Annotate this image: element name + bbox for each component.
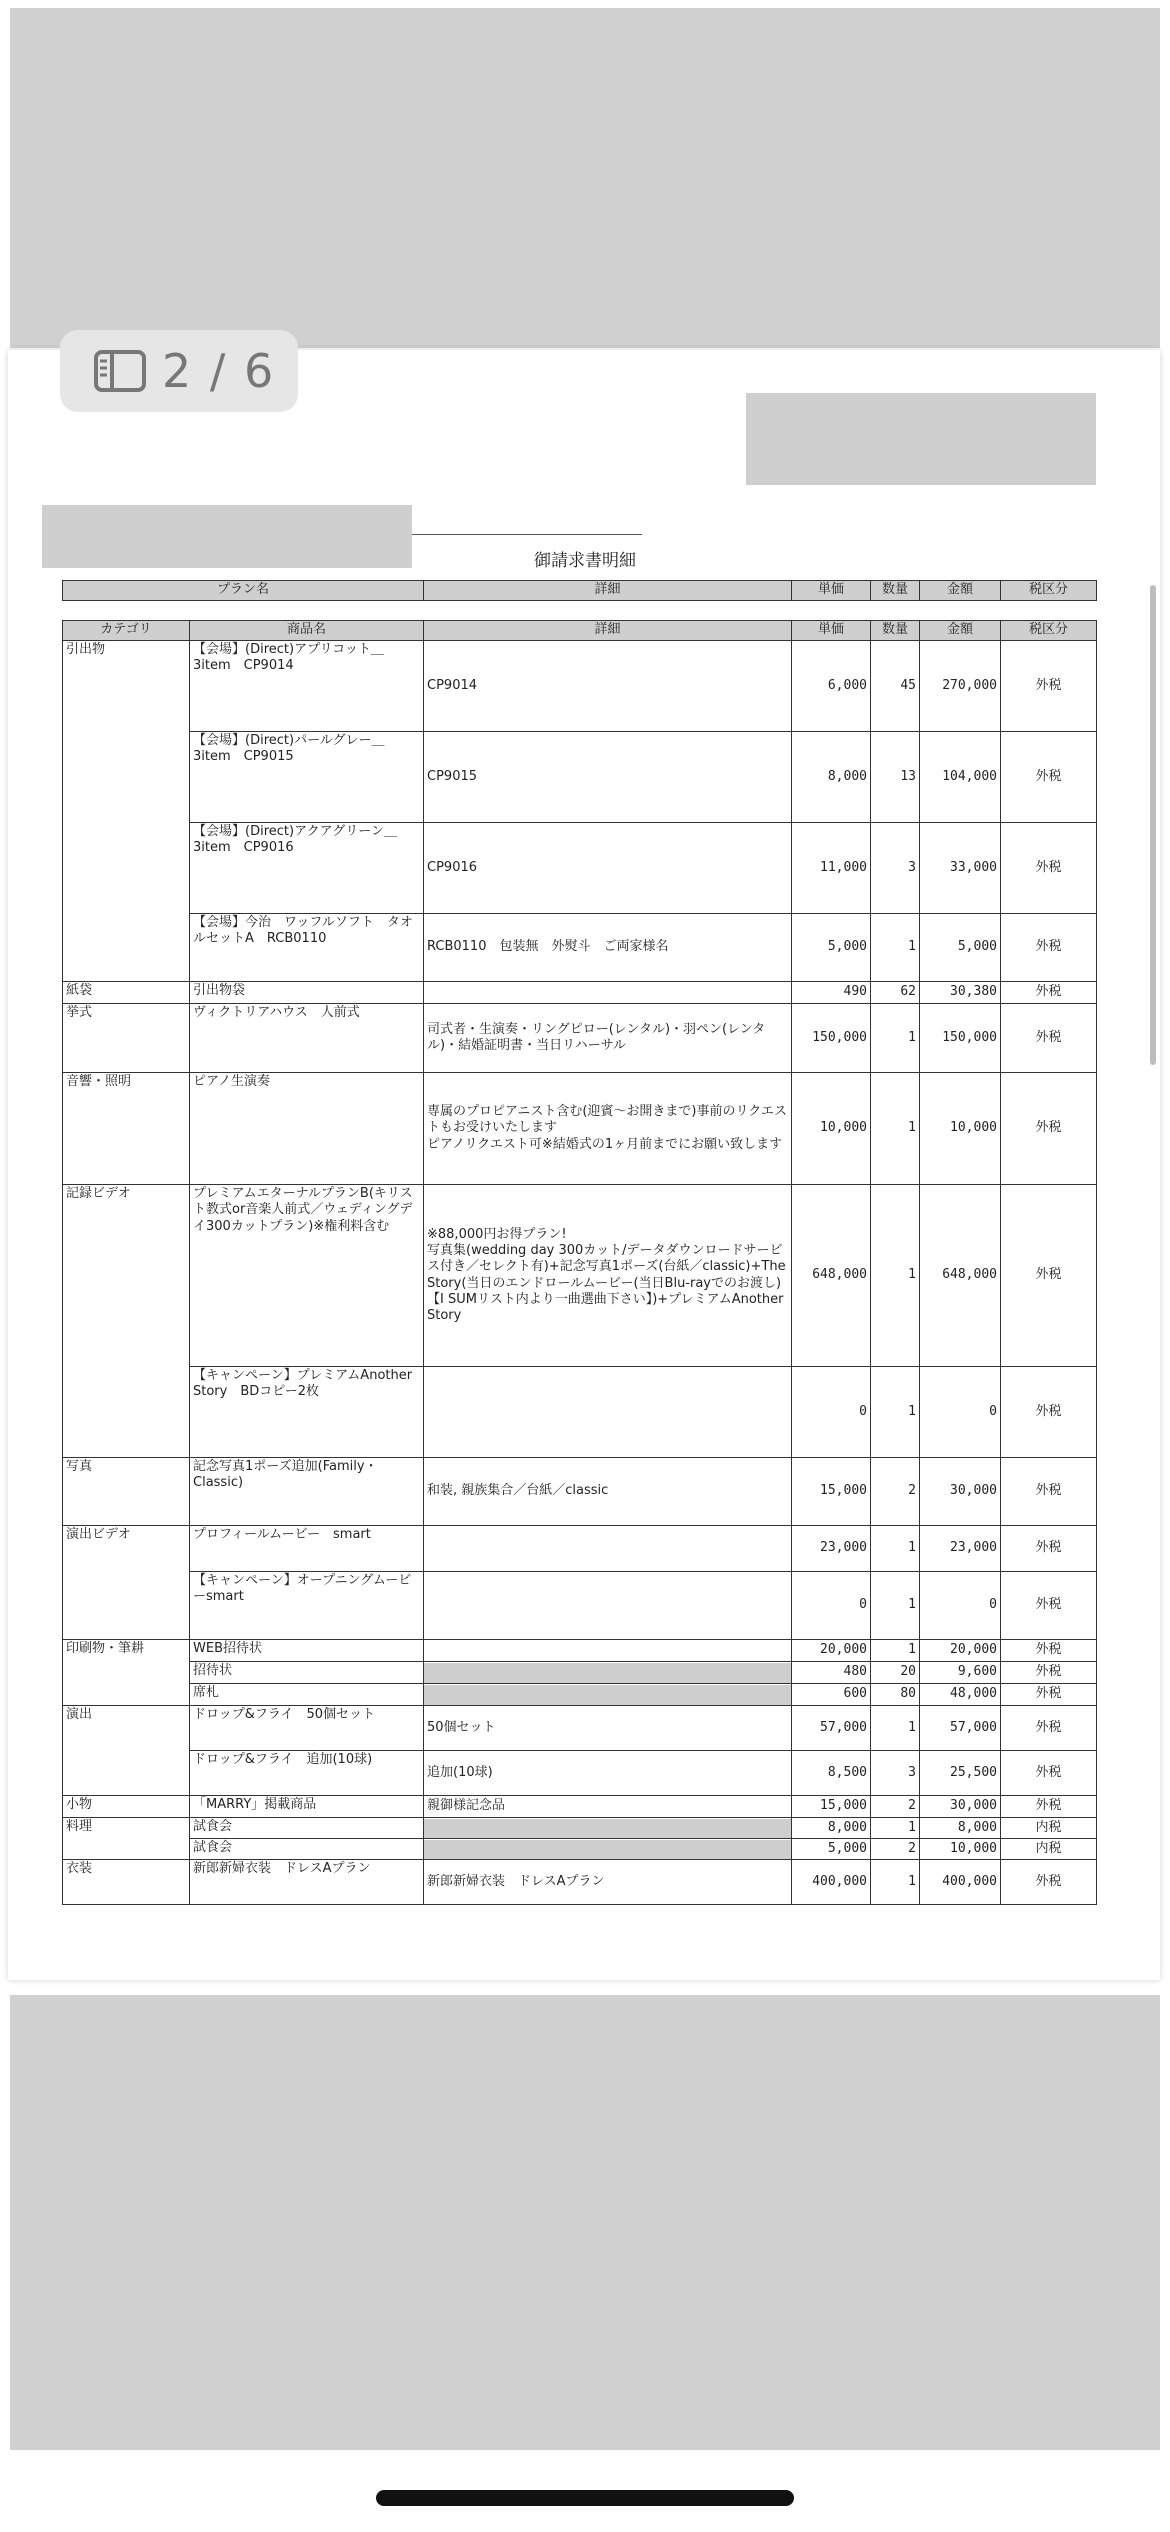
tax-type-cell: 外税 <box>1001 1860 1097 1905</box>
product-name-cell: 【会場】(Direct)パールグレー＿3item CP9015 <box>190 732 424 823</box>
quantity-cell: 1 <box>871 1004 920 1073</box>
quantity-cell: 1 <box>871 1818 920 1839</box>
quantity-cell: 20 <box>871 1662 920 1684</box>
amount-cell: 33,000 <box>920 823 1001 914</box>
unit-price-header: 単価 <box>792 621 871 641</box>
tax-type-cell: 外税 <box>1001 982 1097 1004</box>
unit-price-cell: 57,000 <box>792 1706 871 1751</box>
unit-price-cell: 5,000 <box>792 1839 871 1860</box>
amount-cell: 23,000 <box>920 1526 1001 1572</box>
product-name-cell: 新郎新婦衣装 ドレスAプラン <box>190 1860 424 1905</box>
page-number-label: 2 / 6 <box>162 344 276 398</box>
detail-header: 詳細 <box>424 581 792 601</box>
detail-cell: RCB0110 包装無 外熨斗 ご両家様名 <box>424 914 792 982</box>
sidebar-pages-icon <box>94 350 146 392</box>
quantity-cell: 13 <box>871 732 920 823</box>
table-row <box>63 732 1097 823</box>
detail-cell: 親御様記念品 <box>424 1796 792 1818</box>
table-row <box>63 914 1097 982</box>
detail-cell <box>424 1526 792 1572</box>
category-cell: 演出 <box>63 1706 190 1796</box>
detail-cell <box>424 982 792 1004</box>
item-table <box>62 620 1097 1905</box>
amount-cell: 8,000 <box>920 1818 1001 1839</box>
tax-type-cell: 外税 <box>1001 1640 1097 1662</box>
unit-price-cell: 15,000 <box>792 1796 871 1818</box>
amount-cell: 150,000 <box>920 1004 1001 1073</box>
detail-cell <box>424 1367 792 1458</box>
category-header: カテゴリ <box>63 621 190 641</box>
tax-type-cell: 外税 <box>1001 1367 1097 1458</box>
table-row <box>63 1818 1097 1839</box>
category-cell: 引出物 <box>63 641 190 982</box>
category-cell: 写真 <box>63 1458 190 1526</box>
tax-type-cell: 内税 <box>1001 1839 1097 1860</box>
quantity-header: 数量 <box>871 581 920 601</box>
amount-cell: 30,380 <box>920 982 1001 1004</box>
tax-type-cell: 外税 <box>1001 1684 1097 1706</box>
category-cell: 衣装 <box>63 1860 190 1905</box>
detail-cell: ※88,000円お得プラン! 写真集(wedding day 300カット/データダウンロードサービス付き／セレクト有)+記念写真1ポーズ(台紙／classic)+The Story(当日のエンドロールムービー(当日Blu-rayでのお渡し)【I SUMリスト内より一曲選曲下さい】)+プレミアムAnother Story <box>424 1185 792 1367</box>
quantity-cell: 80 <box>871 1684 920 1706</box>
category-cell: 紙袋 <box>63 982 190 1004</box>
unit-price-cell: 0 <box>792 1367 871 1458</box>
table-row <box>63 1860 1097 1905</box>
quantity-cell: 1 <box>871 1073 920 1185</box>
product-name-cell: 席札 <box>190 1684 424 1706</box>
bottom-redacted-area <box>10 1995 1160 2450</box>
scrollbar-thumb[interactable] <box>1150 585 1156 1065</box>
tax-type-cell: 外税 <box>1001 1751 1097 1796</box>
tax-type-cell: 外税 <box>1001 823 1097 914</box>
quantity-cell: 3 <box>871 823 920 914</box>
tax-type-cell: 外税 <box>1001 1662 1097 1684</box>
document-title: 御請求書明細 <box>534 551 636 571</box>
item-header-row <box>63 621 1097 641</box>
table-row <box>63 1367 1097 1458</box>
product-name-cell: ドロップ&フライ 追加(10球) <box>190 1751 424 1796</box>
unit-price-cell: 6,000 <box>792 641 871 732</box>
tax-type-header: 税区分 <box>1001 581 1097 601</box>
plan-table <box>62 580 1097 601</box>
amount-cell: 10,000 <box>920 1073 1001 1185</box>
detail-cell <box>424 1640 792 1662</box>
quantity-cell: 62 <box>871 982 920 1004</box>
product-name-cell: 引出物袋 <box>190 982 424 1004</box>
product-name-cell: WEB招待状 <box>190 1640 424 1662</box>
category-cell: 料理 <box>63 1818 190 1860</box>
category-cell: 音響・照明 <box>63 1073 190 1185</box>
unit-price-cell: 11,000 <box>792 823 871 914</box>
redacted-detail <box>424 1685 791 1705</box>
product-name-cell: 記念写真1ポーズ追加(Family・Classic) <box>190 1458 424 1526</box>
redacted-detail <box>424 1663 791 1683</box>
unit-price-cell: 400,000 <box>792 1860 871 1905</box>
tax-type-cell: 外税 <box>1001 641 1097 732</box>
plan-name-header: プラン名 <box>63 581 424 601</box>
detail-cell: 専属のプロピアニスト含む(迎賓～お開きまで)事前のリクエストもお受けいたします ピアノリクエスト可※結婚式の1ヶ月前までにお願い致します <box>424 1073 792 1185</box>
unit-price-cell: 8,000 <box>792 1818 871 1839</box>
product-name-cell: プレミアムエターナルプランB(キリスト教式or音楽人前式／ウェディングデイ300カットプラン)※権利料含む <box>190 1185 424 1367</box>
amount-cell: 104,000 <box>920 732 1001 823</box>
table-row <box>63 1185 1097 1367</box>
product-name-cell: 試食会 <box>190 1839 424 1860</box>
table-row <box>63 1004 1097 1073</box>
tax-type-cell: 外税 <box>1001 1706 1097 1751</box>
table-row <box>63 1572 1097 1640</box>
unit-price-cell: 8,500 <box>792 1751 871 1796</box>
detail-cell <box>424 1662 792 1684</box>
category-cell: 演出ビデオ <box>63 1526 190 1640</box>
unit-price-cell: 23,000 <box>792 1526 871 1572</box>
quantity-cell: 3 <box>871 1751 920 1796</box>
detail-cell: 新郎新婦衣装 ドレスAプラン <box>424 1860 792 1905</box>
tax-type-cell: 内税 <box>1001 1818 1097 1839</box>
product-name-cell: 【会場】(Direct)アクアグリーン＿3item CP9016 <box>190 823 424 914</box>
detail-cell <box>424 1818 792 1839</box>
product-name-cell: ヴィクトリアハウス 人前式 <box>190 1004 424 1073</box>
unit-price-header: 単価 <box>792 581 871 601</box>
product-name-cell: プロフィールムービー smart <box>190 1526 424 1572</box>
product-name-cell: 試食会 <box>190 1818 424 1839</box>
amount-cell: 9,600 <box>920 1662 1001 1684</box>
product-name-cell: 【キャンペーン】オープニングムービーsmart <box>190 1572 424 1640</box>
tax-type-cell: 外税 <box>1001 1004 1097 1073</box>
redacted-detail <box>424 1840 791 1859</box>
amount-cell: 48,000 <box>920 1684 1001 1706</box>
plan-header-row <box>63 581 1097 601</box>
detail-cell: 司式者・生演奏・リングピロー(レンタル)・羽ペン(レンタル)・結婚証明書・当日リハーサル <box>424 1004 792 1073</box>
unit-price-cell: 0 <box>792 1572 871 1640</box>
quantity-cell: 1 <box>871 1367 920 1458</box>
amount-cell: 0 <box>920 1367 1001 1458</box>
unit-price-cell: 20,000 <box>792 1640 871 1662</box>
tax-type-cell: 外税 <box>1001 1796 1097 1818</box>
product-name-cell: 「MARRY」掲載商品 <box>190 1796 424 1818</box>
unit-price-cell: 648,000 <box>792 1185 871 1367</box>
unit-price-cell: 150,000 <box>792 1004 871 1073</box>
product-name-cell: 【キャンペーン】プレミアムAnother Story BDコピー2枚 <box>190 1367 424 1458</box>
redacted-header-block <box>746 393 1096 485</box>
quantity-cell: 1 <box>871 1860 920 1905</box>
category-cell: 挙式 <box>63 1004 190 1073</box>
unit-price-cell: 490 <box>792 982 871 1004</box>
table-row <box>63 1684 1097 1706</box>
table-row <box>63 1526 1097 1572</box>
tax-type-cell: 外税 <box>1001 1572 1097 1640</box>
detail-header: 詳細 <box>424 621 792 641</box>
product-name-cell: ピアノ生演奏 <box>190 1073 424 1185</box>
table-row <box>63 1839 1097 1860</box>
tax-type-cell: 外税 <box>1001 1526 1097 1572</box>
tax-type-cell: 外税 <box>1001 914 1097 982</box>
amount-cell: 5,000 <box>920 914 1001 982</box>
quantity-cell: 1 <box>871 1572 920 1640</box>
product-name-cell: ドロップ&フライ 50個セット <box>190 1706 424 1751</box>
title-underline <box>412 534 642 535</box>
table-row <box>63 1073 1097 1185</box>
detail-cell <box>424 1839 792 1860</box>
amount-header: 金額 <box>920 621 1001 641</box>
unit-price-cell: 5,000 <box>792 914 871 982</box>
quantity-header: 数量 <box>871 621 920 641</box>
detail-cell: 追加(10球) <box>424 1751 792 1796</box>
detail-cell: 和装, 親族集合／台紙／classic <box>424 1458 792 1526</box>
top-redacted-area <box>10 8 1160 348</box>
unit-price-cell: 10,000 <box>792 1073 871 1185</box>
product-name-cell: 【会場】(Direct)アプリコット＿3item CP9014 <box>190 641 424 732</box>
product-name-cell: 【会場】今治 ワッフルソフト タオルセットA RCB0110 <box>190 914 424 982</box>
unit-price-cell: 480 <box>792 1662 871 1684</box>
tax-type-cell: 外税 <box>1001 1458 1097 1526</box>
detail-cell: CP9014 <box>424 641 792 732</box>
amount-cell: 57,000 <box>920 1706 1001 1751</box>
amount-cell: 30,000 <box>920 1796 1001 1818</box>
table-row <box>63 1751 1097 1796</box>
tax-type-cell: 外税 <box>1001 732 1097 823</box>
table-row <box>63 1796 1097 1818</box>
table-row <box>63 823 1097 914</box>
amount-cell: 0 <box>920 1572 1001 1640</box>
tax-type-cell: 外税 <box>1001 1185 1097 1367</box>
unit-price-cell: 8,000 <box>792 732 871 823</box>
page-indicator[interactable] <box>60 330 298 412</box>
quantity-cell: 1 <box>871 1706 920 1751</box>
table-row <box>63 641 1097 732</box>
quantity-cell: 2 <box>871 1796 920 1818</box>
unit-price-cell: 15,000 <box>792 1458 871 1526</box>
amount-cell: 10,000 <box>920 1839 1001 1860</box>
quantity-cell: 1 <box>871 1526 920 1572</box>
detail-cell: CP9015 <box>424 732 792 823</box>
category-cell: 小物 <box>63 1796 190 1818</box>
table-row <box>63 1662 1097 1684</box>
table-row <box>63 1706 1097 1751</box>
amount-header: 金額 <box>920 581 1001 601</box>
quantity-cell: 1 <box>871 1185 920 1367</box>
product-name-header: 商品名 <box>190 621 424 641</box>
detail-cell: 50個セット <box>424 1706 792 1751</box>
table-row <box>63 1458 1097 1526</box>
redacted-detail <box>424 1819 791 1838</box>
home-indicator[interactable] <box>376 2490 794 2506</box>
amount-cell: 270,000 <box>920 641 1001 732</box>
detail-cell <box>424 1572 792 1640</box>
table-row <box>63 982 1097 1004</box>
amount-cell: 20,000 <box>920 1640 1001 1662</box>
detail-cell: CP9016 <box>424 823 792 914</box>
table-row <box>63 1640 1097 1662</box>
item-table-body <box>63 641 1097 1905</box>
amount-cell: 30,000 <box>920 1458 1001 1526</box>
quantity-cell: 1 <box>871 914 920 982</box>
amount-cell: 400,000 <box>920 1860 1001 1905</box>
detail-cell <box>424 1684 792 1706</box>
amount-cell: 25,500 <box>920 1751 1001 1796</box>
tax-type-header: 税区分 <box>1001 621 1097 641</box>
quantity-cell: 2 <box>871 1839 920 1860</box>
category-cell: 記録ビデオ <box>63 1185 190 1458</box>
amount-cell: 648,000 <box>920 1185 1001 1367</box>
quantity-cell: 1 <box>871 1640 920 1662</box>
quantity-cell: 45 <box>871 641 920 732</box>
unit-price-cell: 600 <box>792 1684 871 1706</box>
product-name-cell: 招待状 <box>190 1662 424 1684</box>
category-cell: 印刷物・筆耕 <box>63 1640 190 1706</box>
tax-type-cell: 外税 <box>1001 1073 1097 1185</box>
quantity-cell: 2 <box>871 1458 920 1526</box>
